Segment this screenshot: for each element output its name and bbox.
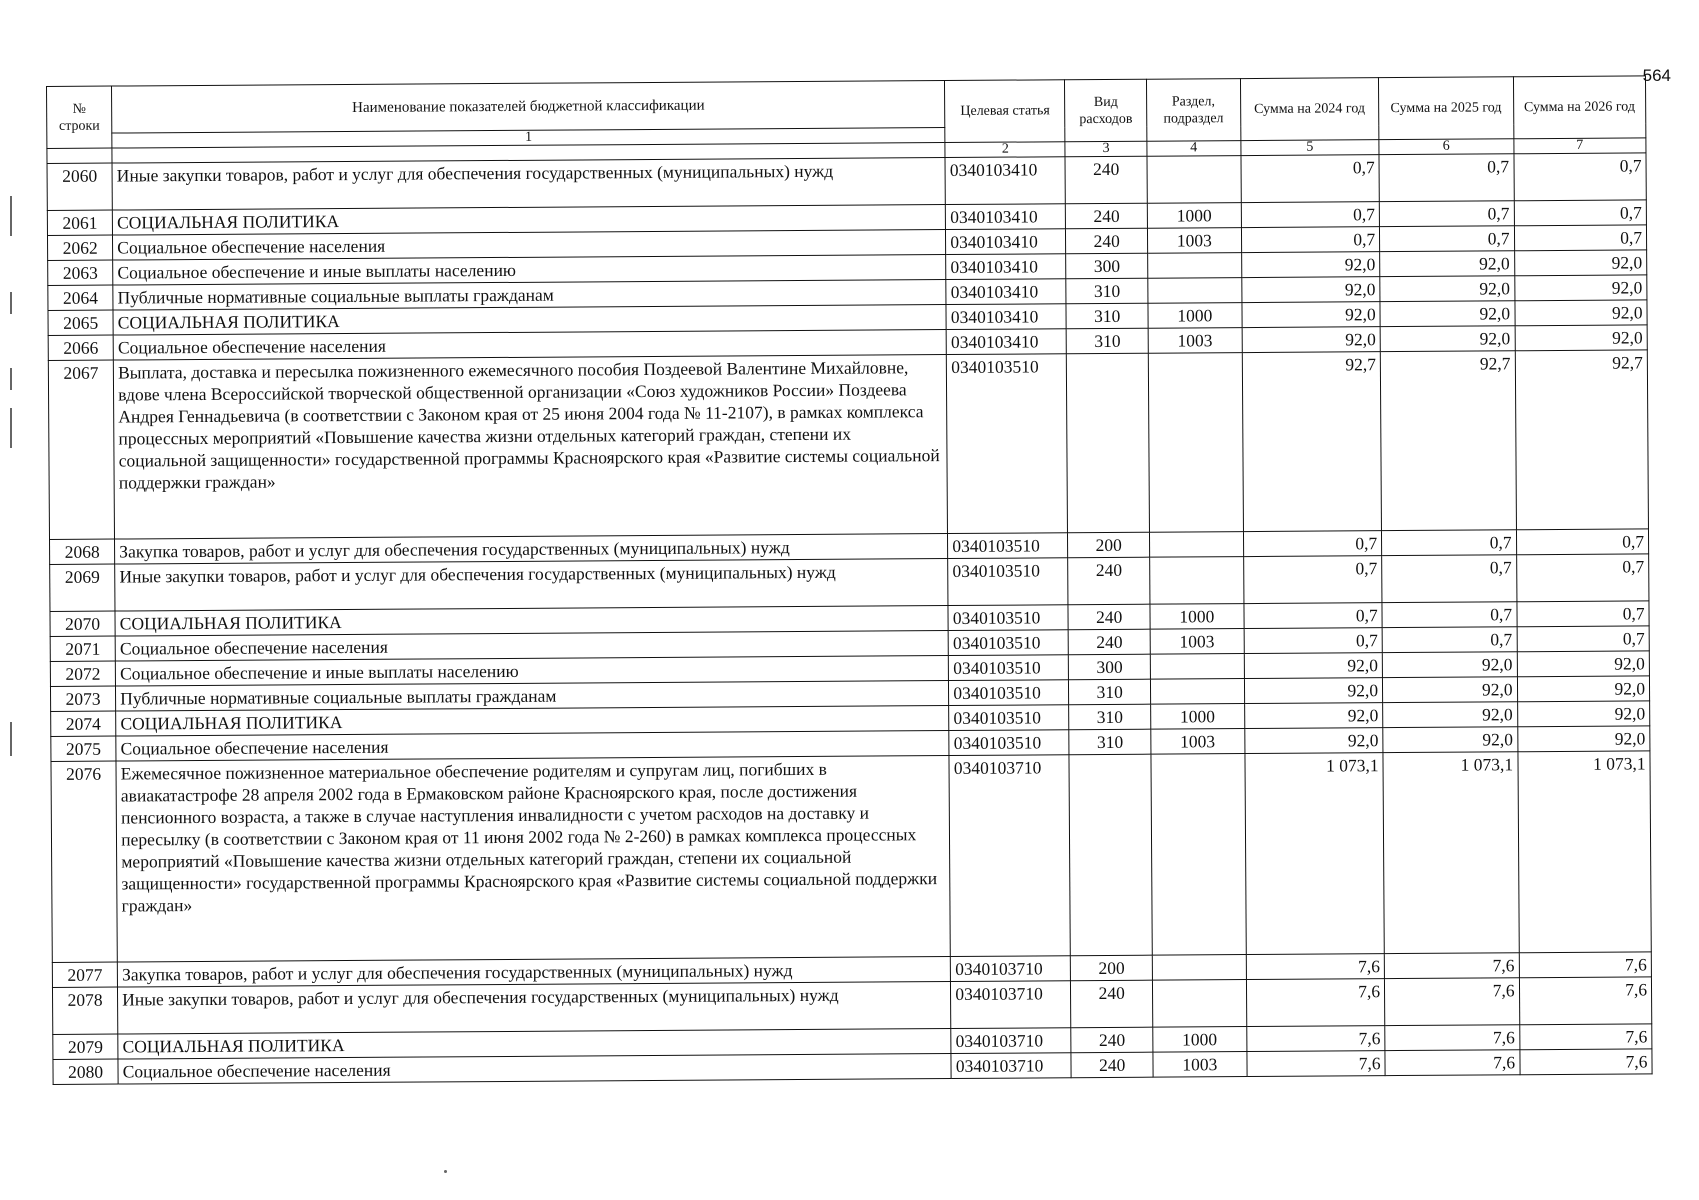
row-sum-2026-cell: 92,0 bbox=[1517, 676, 1650, 702]
margin-mark bbox=[10, 408, 12, 448]
row-sum-2026-cell: 0,7 bbox=[1516, 601, 1649, 627]
row-section-cell: 1000 bbox=[1151, 704, 1245, 730]
row-sum-2026-cell: 92,0 bbox=[1515, 325, 1648, 351]
header-kind: Вид расходов bbox=[1065, 79, 1147, 142]
scan-speck bbox=[444, 1170, 447, 1173]
row-sum-2025-cell: 92,0 bbox=[1380, 251, 1515, 277]
row-sum-2024-cell: 92,0 bbox=[1242, 302, 1381, 328]
row-sum-2024-cell: 0,7 bbox=[1243, 531, 1382, 557]
row-kind-cell bbox=[1069, 754, 1152, 956]
row-sum-2026-cell: 7,6 bbox=[1519, 1049, 1652, 1075]
row-sum-2024-cell: 1 073,1 bbox=[1245, 753, 1385, 955]
row-name-cell: Публичные нормативные социальные выплаты гражданам bbox=[113, 280, 946, 311]
row-target-cell: 0340103510 bbox=[949, 730, 1069, 756]
row-sum-2025-cell: 92,0 bbox=[1383, 677, 1518, 703]
row-target-cell: 0340103510 bbox=[947, 354, 1068, 534]
row-name-cell: СОЦИАЛЬНАЯ ПОЛИТИКА bbox=[118, 1029, 951, 1060]
row-name-cell: Иные закупки товаров, работ и услуг для обеспечения государственных (муниципальных) нужд bbox=[112, 158, 945, 211]
row-section-cell: 1003 bbox=[1147, 228, 1241, 254]
row-sum-2024-cell: 92,0 bbox=[1244, 703, 1383, 729]
row-sum-2024-cell: 92,7 bbox=[1242, 352, 1382, 532]
header-row-number: № строки bbox=[47, 86, 113, 148]
header-target: Целевая статья bbox=[945, 80, 1066, 143]
row-kind-cell: 310 bbox=[1066, 278, 1148, 304]
row-kind-cell: 310 bbox=[1069, 704, 1151, 730]
row-sum-2025-cell: 92,0 bbox=[1380, 276, 1515, 302]
row-target-cell: 0340103410 bbox=[946, 254, 1066, 280]
row-sum-2024-cell: 7,6 bbox=[1246, 954, 1385, 980]
header-sum-2025: Сумма на 2025 год bbox=[1379, 77, 1514, 140]
row-target-cell: 0340103710 bbox=[951, 981, 1071, 1029]
header-col-number: 1 bbox=[112, 128, 945, 149]
row-sum-2026-cell: 0,7 bbox=[1517, 626, 1650, 652]
row-number-cell: 2079 bbox=[53, 1034, 118, 1059]
row-target-cell: 0340103510 bbox=[949, 655, 1069, 681]
header-col-number: 2 bbox=[945, 142, 1065, 158]
row-sum-2025-cell: 0,7 bbox=[1382, 555, 1517, 603]
row-kind-cell: 240 bbox=[1066, 203, 1148, 229]
row-section-cell bbox=[1150, 654, 1244, 680]
row-kind-cell: 240 bbox=[1068, 557, 1150, 605]
row-number-cell: 2068 bbox=[50, 539, 115, 564]
row-sum-2024-cell: 0,7 bbox=[1241, 227, 1380, 253]
header-col-number: 4 bbox=[1147, 141, 1241, 157]
row-section-cell bbox=[1147, 156, 1241, 204]
row-sum-2025-cell: 1 073,1 bbox=[1383, 752, 1519, 954]
row-number-cell: 2069 bbox=[50, 564, 115, 611]
row-sum-2026-cell: 0,7 bbox=[1516, 529, 1649, 555]
margin-mark bbox=[10, 196, 12, 236]
row-section-cell bbox=[1151, 754, 1246, 956]
row-kind-cell bbox=[1067, 353, 1150, 533]
row-kind-cell: 300 bbox=[1069, 654, 1151, 680]
row-number-cell: 2080 bbox=[53, 1059, 118, 1084]
row-sum-2026-cell: 0,7 bbox=[1516, 554, 1649, 602]
row-target-cell: 0340103410 bbox=[945, 157, 1065, 205]
row-section-cell: 1000 bbox=[1153, 1027, 1247, 1053]
row-section-cell bbox=[1150, 557, 1244, 605]
row-target-cell: 0340103510 bbox=[948, 558, 1068, 606]
row-kind-cell: 240 bbox=[1068, 604, 1150, 630]
row-name-cell: СОЦИАЛЬНАЯ ПОЛИТИКА bbox=[113, 305, 946, 336]
row-name-cell: СОЦИАЛЬНАЯ ПОЛИТИКА bbox=[116, 706, 949, 737]
row-sum-2025-cell: 7,6 bbox=[1385, 1050, 1520, 1076]
row-target-cell: 0340103410 bbox=[946, 229, 1066, 255]
row-sum-2024-cell: 92,0 bbox=[1241, 277, 1380, 303]
row-kind-cell: 310 bbox=[1067, 328, 1149, 354]
row-number-cell: 2073 bbox=[50, 686, 115, 711]
row-sum-2024-cell: 92,0 bbox=[1244, 728, 1383, 754]
row-name-cell: Закупка товаров, работ и услуг для обеспечения государственных (муниципальных) нужд bbox=[117, 957, 950, 988]
row-sum-2025-cell: 7,6 bbox=[1385, 978, 1520, 1026]
header-section: Раздел, подраздел bbox=[1146, 79, 1240, 142]
row-sum-2024-cell: 92,0 bbox=[1241, 252, 1380, 278]
header-col-number-empty bbox=[47, 148, 112, 163]
row-section-cell bbox=[1148, 353, 1243, 533]
row-number-cell: 2067 bbox=[48, 360, 114, 539]
header-col-number: 6 bbox=[1379, 139, 1514, 155]
row-target-cell: 0340103410 bbox=[946, 279, 1066, 305]
row-section-cell: 1000 bbox=[1150, 604, 1244, 630]
row-sum-2026-cell: 92,7 bbox=[1515, 350, 1649, 530]
row-sum-2025-cell: 7,6 bbox=[1385, 1025, 1520, 1051]
header-col-number: 5 bbox=[1240, 140, 1379, 156]
row-sum-2025-cell: 92,0 bbox=[1382, 652, 1517, 678]
row-name-cell: СОЦИАЛЬНАЯ ПОЛИТИКА bbox=[112, 205, 945, 236]
row-section-cell bbox=[1148, 253, 1242, 279]
row-sum-2025-cell: 0,7 bbox=[1382, 627, 1517, 653]
row-target-cell: 0340103510 bbox=[948, 630, 1068, 656]
budget-table bbox=[46, 75, 1653, 1085]
row-number-cell: 2066 bbox=[48, 335, 113, 360]
row-kind-cell: 300 bbox=[1066, 253, 1148, 279]
row-target-cell: 0340103710 bbox=[951, 1053, 1071, 1079]
row-sum-2024-cell: 0,7 bbox=[1241, 202, 1380, 228]
row-number-cell: 2076 bbox=[51, 761, 118, 962]
row-target-cell: 0340103710 bbox=[949, 755, 1071, 957]
header-sum-2024: Сумма на 2024 год bbox=[1240, 78, 1379, 141]
row-number-cell: 2065 bbox=[48, 310, 113, 335]
margin-mark bbox=[10, 292, 12, 314]
row-sum-2026-cell: 7,6 bbox=[1519, 952, 1652, 978]
row-sum-2024-cell: 7,6 bbox=[1246, 979, 1385, 1027]
row-sum-2024-cell: 0,7 bbox=[1243, 556, 1382, 604]
row-number-cell: 2061 bbox=[47, 210, 112, 235]
row-section-cell: 1003 bbox=[1148, 328, 1242, 354]
row-sum-2026-cell: 92,0 bbox=[1514, 275, 1647, 301]
row-section-cell: 1000 bbox=[1147, 203, 1241, 229]
row-sum-2026-cell: 7,6 bbox=[1519, 1024, 1652, 1050]
row-kind-cell: 310 bbox=[1069, 729, 1151, 755]
header-name: Наименование показателей бюджетной классификации bbox=[112, 81, 945, 134]
row-sum-2024-cell: 92,0 bbox=[1242, 327, 1381, 353]
row-number-cell: 2072 bbox=[50, 661, 115, 686]
row-sum-2025-cell: 0,7 bbox=[1380, 226, 1515, 252]
row-sum-2025-cell: 7,6 bbox=[1384, 953, 1519, 979]
margin-mark bbox=[10, 368, 12, 390]
table-row bbox=[51, 751, 1651, 963]
row-kind-cell: 310 bbox=[1069, 679, 1151, 705]
row-number-cell: 2064 bbox=[48, 285, 113, 310]
row-name-cell: Социальное обеспечение населения bbox=[116, 731, 949, 762]
row-kind-cell: 200 bbox=[1068, 532, 1150, 558]
row-sum-2026-cell: 0,7 bbox=[1514, 200, 1647, 226]
row-section-cell bbox=[1152, 980, 1246, 1028]
row-name-cell: Социальное обеспечение населения bbox=[118, 1054, 951, 1085]
row-target-cell: 0340103510 bbox=[949, 680, 1069, 706]
row-name-cell: Иные закупки товаров, работ и услуг для обеспечения государственных (муниципальных) нужд bbox=[115, 559, 948, 612]
row-kind-cell: 240 bbox=[1071, 1027, 1153, 1053]
row-section-cell: 1003 bbox=[1153, 1052, 1247, 1078]
row-section-cell bbox=[1148, 278, 1242, 304]
row-sum-2025-cell: 92,0 bbox=[1380, 326, 1515, 352]
budget-table-body bbox=[47, 153, 1652, 1085]
row-kind-cell: 240 bbox=[1071, 980, 1153, 1028]
row-kind-cell: 310 bbox=[1066, 303, 1148, 329]
row-name-cell: Выплата, доставка и пересылка пожизненного ежемесячного пособия Поздеевой Валентине Михайловне, вдове члена Всероссийской творческой общественной организации «Союз художников России» Поздеева Андрея Геннадьевича (в соответствии с Законом края от 25 июня 2004 года № 11-2107), в рамках комплекса процессных мероприятий «Повышение качества жизни отдельных категорий граждан, степени их социальной защищенности» государственной программы Красноярского края «Развитие системы социальной поддержки граждан» bbox=[113, 355, 947, 540]
row-section-cell bbox=[1149, 532, 1243, 558]
row-kind-cell: 240 bbox=[1065, 156, 1147, 204]
row-sum-2026-cell: 1 073,1 bbox=[1517, 751, 1651, 953]
row-target-cell: 0340103710 bbox=[951, 956, 1071, 982]
row-sum-2024-cell: 0,7 bbox=[1244, 603, 1383, 629]
row-sum-2026-cell: 0,7 bbox=[1514, 225, 1647, 251]
header-col-number: 7 bbox=[1513, 138, 1646, 154]
row-sum-2025-cell: 92,7 bbox=[1380, 351, 1516, 531]
header-col-number: 3 bbox=[1065, 141, 1147, 157]
row-sum-2026-cell: 92,0 bbox=[1517, 726, 1650, 752]
row-sum-2026-cell: 0,7 bbox=[1514, 153, 1647, 201]
row-sum-2025-cell: 92,0 bbox=[1383, 727, 1518, 753]
row-target-cell: 0340103510 bbox=[949, 705, 1069, 731]
row-number-cell: 2071 bbox=[50, 636, 115, 661]
row-sum-2025-cell: 0,7 bbox=[1379, 201, 1514, 227]
row-name-cell: Ежемесячное пожизненное материальное обеспечение родителям и супругам лиц, погибших в авиакатастрофе 28 апреля 2002 года в Ермаковском районе Красноярского края, после достижения пенсионного возраста, а также в случае наступления инвалидности с учетом расходов на доставку и пересылку (в соответствии с Законом края от 11 июня 2002 года № 2-260) в рамках комплекса процессных мероприятий «Повышение качества жизни отдельных категорий граждан, степени их социальной защищенности» государственной программы Красноярского края «Развитие системы социальной поддержки граждан» bbox=[116, 756, 950, 963]
row-sum-2026-cell: 7,6 bbox=[1519, 977, 1652, 1025]
row-section-cell: 1003 bbox=[1151, 729, 1245, 755]
row-name-cell: Публичные нормативные социальные выплаты гражданам bbox=[116, 681, 949, 712]
row-target-cell: 0340103410 bbox=[946, 304, 1066, 330]
row-sum-2026-cell: 92,0 bbox=[1517, 701, 1650, 727]
row-section-cell: 1003 bbox=[1150, 629, 1244, 655]
row-section-cell bbox=[1150, 679, 1244, 705]
row-number-cell: 2077 bbox=[52, 962, 117, 987]
row-name-cell: СОЦИАЛЬНАЯ ПОЛИТИКА bbox=[115, 606, 948, 637]
row-sum-2025-cell: 0,7 bbox=[1382, 602, 1517, 628]
row-number-cell: 2070 bbox=[50, 611, 115, 636]
row-sum-2024-cell: 92,0 bbox=[1244, 678, 1383, 704]
row-sum-2024-cell: 0,7 bbox=[1241, 155, 1380, 203]
row-sum-2025-cell: 92,0 bbox=[1380, 301, 1515, 327]
row-sum-2026-cell: 92,0 bbox=[1515, 300, 1648, 326]
row-kind-cell: 240 bbox=[1066, 228, 1148, 254]
row-name-cell: Социальное обеспечение и иные выплаты населению bbox=[115, 656, 948, 687]
margin-mark bbox=[10, 722, 12, 756]
row-number-cell: 2075 bbox=[51, 736, 116, 761]
row-section-cell bbox=[1152, 955, 1246, 981]
row-target-cell: 0340103510 bbox=[948, 533, 1068, 559]
row-sum-2026-cell: 92,0 bbox=[1517, 651, 1650, 677]
row-target-cell: 0340103710 bbox=[951, 1028, 1071, 1054]
row-name-cell: Социальное обеспечение населения bbox=[113, 230, 946, 261]
row-sum-2025-cell: 0,7 bbox=[1382, 530, 1517, 556]
row-name-cell: Закупка товаров, работ и услуг для обеспечения государственных (муниципальных) нужд bbox=[115, 534, 948, 565]
row-sum-2025-cell: 0,7 bbox=[1379, 154, 1514, 202]
row-sum-2025-cell: 92,0 bbox=[1383, 702, 1518, 728]
row-target-cell: 0340103510 bbox=[948, 605, 1068, 631]
row-target-cell: 0340103410 bbox=[946, 204, 1066, 230]
table-row bbox=[48, 350, 1648, 540]
row-kind-cell: 240 bbox=[1069, 629, 1151, 655]
row-name-cell: Социальное обеспечение населения bbox=[113, 330, 946, 361]
row-kind-cell: 200 bbox=[1071, 955, 1153, 981]
header-sum-2026: Сумма на 2026 год bbox=[1513, 76, 1646, 139]
row-kind-cell: 240 bbox=[1071, 1052, 1153, 1078]
row-name-cell: Социальное обеспечение населения bbox=[115, 631, 948, 662]
row-sum-2024-cell: 7,6 bbox=[1246, 1026, 1385, 1052]
budget-sheet bbox=[46, 75, 1653, 1085]
row-sum-2024-cell: 92,0 bbox=[1244, 653, 1383, 679]
row-number-cell: 2078 bbox=[52, 987, 117, 1034]
row-sum-2024-cell: 0,7 bbox=[1244, 628, 1383, 654]
row-number-cell: 2074 bbox=[51, 711, 116, 736]
row-number-cell: 2062 bbox=[47, 235, 112, 260]
row-name-cell: Иные закупки товаров, работ и услуг для обеспечения государственных (муниципальных) нужд bbox=[118, 982, 951, 1035]
page-number: 564 bbox=[1642, 66, 1671, 85]
row-number-cell: 2063 bbox=[48, 260, 113, 285]
row-name-cell: Социальное обеспечение и иные выплаты населению bbox=[113, 255, 946, 286]
row-sum-2024-cell: 7,6 bbox=[1247, 1051, 1386, 1077]
row-sum-2026-cell: 92,0 bbox=[1514, 250, 1647, 276]
row-section-cell: 1000 bbox=[1148, 303, 1242, 329]
row-number-cell: 2060 bbox=[47, 163, 112, 210]
row-target-cell: 0340103410 bbox=[946, 329, 1066, 355]
